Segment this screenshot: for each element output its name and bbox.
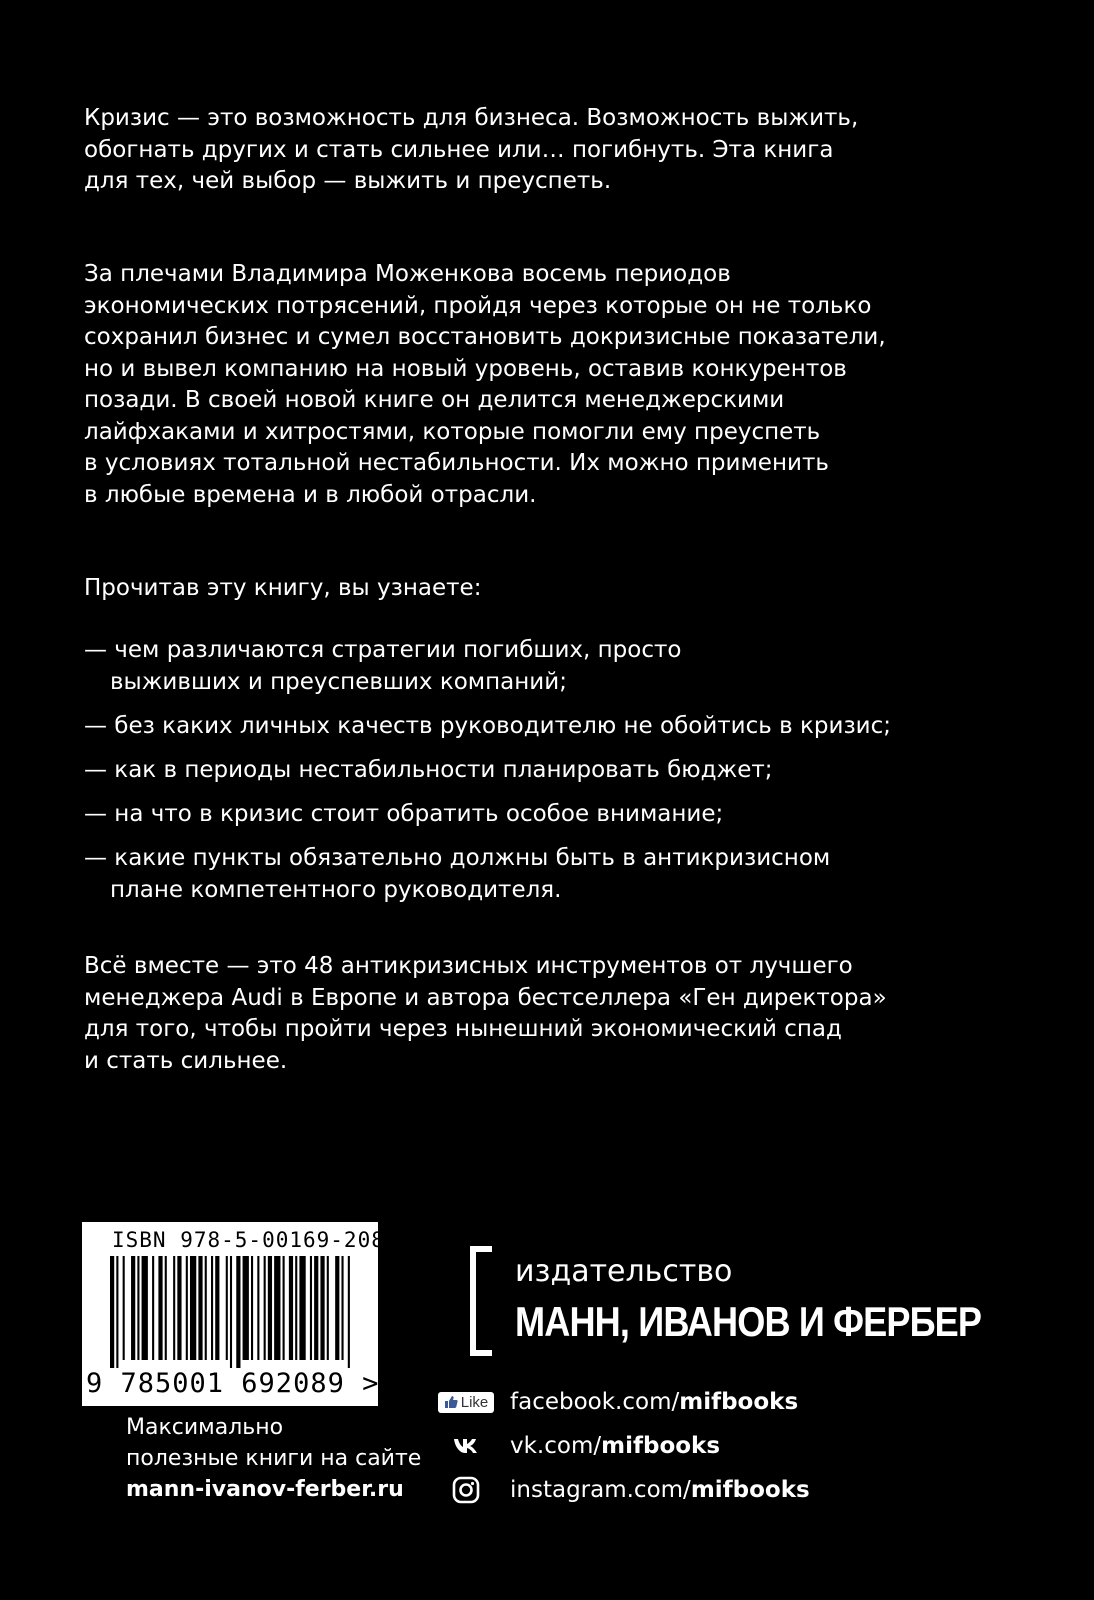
facebook-prefix: facebook.com/ <box>510 1389 680 1415</box>
barcode-bar <box>320 1256 324 1360</box>
intro-line: Кризис — это возможность для бизнеса. Возможность выжить, <box>84 105 859 131</box>
barcode-bar <box>142 1256 148 1360</box>
barcode-bar <box>299 1256 305 1360</box>
vk-link[interactable] <box>434 1431 720 1461</box>
barcode-bar <box>295 1256 297 1360</box>
facebook-handle: mifbooks <box>679 1389 799 1415</box>
barcode-bar <box>215 1256 219 1360</box>
author-line: экономических потрясений, пройдя через которые он не только <box>84 292 872 319</box>
author-line: лайфхаками и хитростями, которые помогли ему преуспеть <box>84 418 821 445</box>
facebook-like-icon <box>438 1392 495 1413</box>
site-tagline-line: полезные книги на сайте <box>126 1446 422 1471</box>
instagram-handle: mifbooks <box>690 1477 810 1503</box>
barcode-bars <box>110 1256 352 1368</box>
instagram-link[interactable] <box>434 1475 810 1505</box>
barcode-bar <box>274 1256 280 1360</box>
isbn-barcode <box>82 1222 413 1406</box>
learn-item-line: — какие пункты обязательно должны быть в антикризисном <box>84 845 831 871</box>
intro-line: обогнать других и стать сильнее или… погибнуть. Эта книга <box>84 136 834 163</box>
barcode-bar <box>137 1256 139 1360</box>
vk-handle: mifbooks <box>601 1433 721 1459</box>
ean-digits: 9 785001 692089 > <box>86 1368 380 1399</box>
barcode-bar <box>243 1256 249 1360</box>
barcode-bar <box>158 1256 162 1360</box>
barcode-bar <box>152 1256 154 1360</box>
barcode-bar <box>335 1256 339 1360</box>
learn-item-line: — чем различаются стратегии погибших, просто <box>84 637 682 663</box>
author-line: сохранил бизнес и сумел восстановить докризисные показатели, <box>84 324 886 350</box>
vk-prefix: vk.com/ <box>510 1433 602 1459</box>
learn-item-line: — на что в кризис стоит обратить особое внимание; <box>84 801 724 827</box>
summary-line: менеджера Audi в Европе и автора бестселлера «Ген директора» <box>84 984 887 1011</box>
barcode-bar <box>348 1256 350 1368</box>
intro-line: для тех, чей выбор — выжить и преуспеть. <box>84 168 612 194</box>
barcode-bar <box>198 1256 202 1360</box>
publisher-label: издательство <box>515 1254 733 1289</box>
learn-item <box>84 635 681 698</box>
learn-item <box>84 843 830 906</box>
author-line: позади. В своей новой книге он делится менеджерскими <box>84 387 785 413</box>
learn-item <box>84 799 723 831</box>
barcode-bar <box>264 1256 266 1360</box>
barcode-bar <box>283 1256 285 1360</box>
site-tagline-line: Максимально <box>126 1415 284 1440</box>
learn-item-line: выживших и преуспевших компаний; <box>110 668 567 695</box>
barcode-bar <box>236 1256 240 1368</box>
isbn-number: ISBN 978-5-00169-208-9 <box>112 1228 413 1252</box>
author-line: в условиях тотальной нестабильности. Их можно применить <box>84 450 829 476</box>
summary-paragraph <box>84 951 904 1077</box>
barcode-bar <box>314 1256 318 1360</box>
vk-icon <box>451 1435 481 1457</box>
summary-line: и стать сильнее. <box>84 1047 288 1074</box>
site-url-link[interactable]: mann-ivanov-ferber.ru <box>126 1477 404 1502</box>
barcode-bar <box>110 1256 114 1368</box>
barcode-bar <box>116 1256 118 1368</box>
barcode-bar <box>251 1256 253 1360</box>
intro-paragraph <box>84 103 904 198</box>
author-line: За плечами Владимира Моженкова восемь периодов <box>84 261 731 287</box>
publisher-name: МАНН, ИВАНОВ И ФЕРБЕР <box>515 1298 982 1345</box>
learn-item <box>84 711 891 743</box>
barcode-bar <box>211 1256 213 1360</box>
instagram-prefix: instagram.com/ <box>510 1477 691 1503</box>
barcode-bar <box>173 1256 175 1360</box>
barcode-bar <box>165 1256 167 1360</box>
barcode-bar <box>257 1256 259 1360</box>
barcode-bar <box>190 1256 196 1360</box>
summary-line: Всё вместе — это 48 антикризисных инструментов от лучшего <box>84 953 853 979</box>
summary-line: для того, чтобы пройти через нынешний экономический спад <box>84 1016 842 1042</box>
barcode-bar <box>310 1256 312 1360</box>
learn-item-line: плане компетентного руководителя. <box>110 876 562 903</box>
learn-item-line: — без каких личных качеств руководителю не обойтись в кризис; <box>84 713 892 739</box>
barcode-bar <box>177 1256 181 1360</box>
barcode-bar <box>186 1256 188 1360</box>
learn-item <box>84 755 773 787</box>
barcode-bar <box>205 1256 207 1360</box>
learn-heading-text: Прочитав эту книгу, вы узнаете: <box>84 575 482 601</box>
like-label: Like <box>460 1393 489 1411</box>
learn-heading <box>84 573 904 605</box>
barcode-bar <box>341 1256 343 1360</box>
author-line: но и вывел компанию на новый уровень, оставив конкурентов <box>84 355 847 382</box>
thumbs-up-icon <box>444 1395 458 1409</box>
barcode-bar <box>123 1256 125 1360</box>
barcode-bar <box>289 1256 293 1360</box>
barcode-bar <box>327 1256 329 1360</box>
author-paragraph <box>84 259 904 511</box>
author-line: в любые времена и в любой отрасли. <box>84 481 537 508</box>
barcode-bar <box>131 1256 135 1360</box>
instagram-icon <box>452 1476 480 1504</box>
barcode-bar <box>230 1256 232 1368</box>
barcode-bar <box>268 1256 272 1360</box>
learn-item-line: — как в периоды нестабильности планировать бюджет; <box>84 757 773 783</box>
barcode-bar <box>226 1256 228 1360</box>
facebook-link[interactable] <box>434 1387 798 1417</box>
publisher-bracket-logo <box>470 1246 492 1356</box>
